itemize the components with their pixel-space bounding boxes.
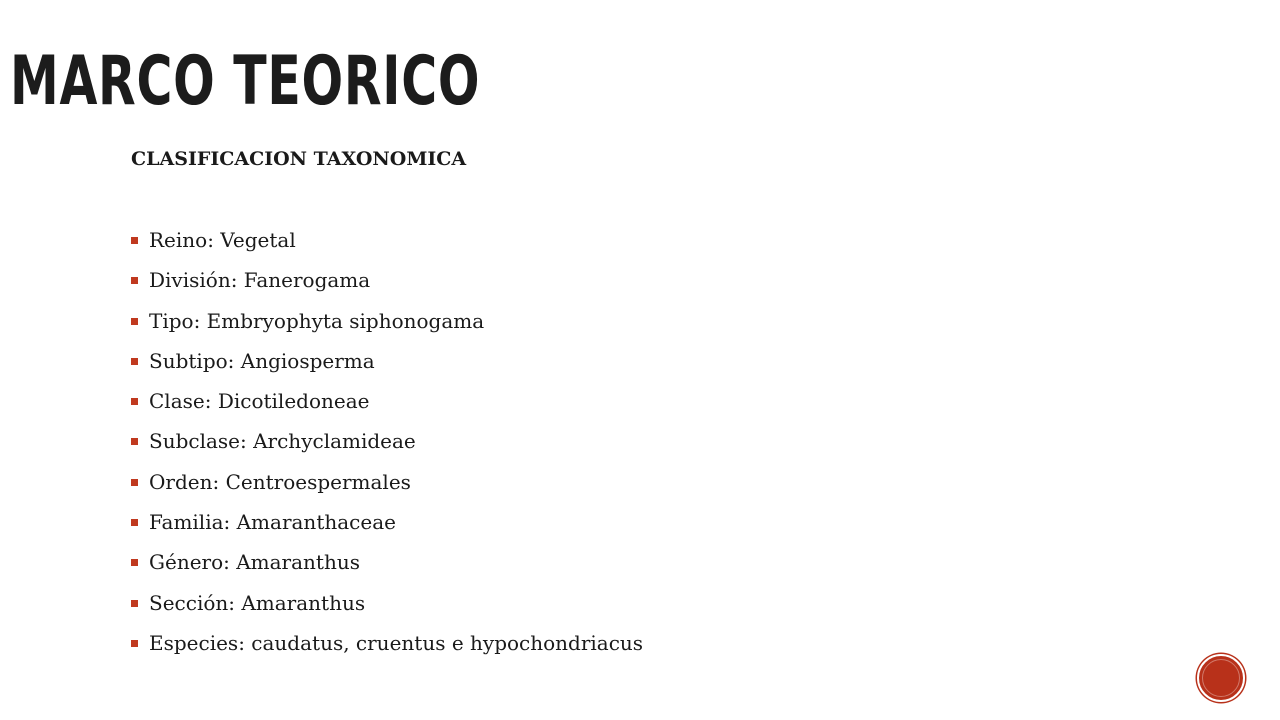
- list-item-text: Género: Amaranthus: [149, 550, 360, 575]
- square-bullet-icon: [131, 358, 138, 365]
- list-item-text: Reino: Vegetal: [149, 228, 296, 252]
- slide-subtitle: CLASIFICACION TAXONOMICA: [131, 148, 467, 170]
- list-item: [131, 508, 643, 548]
- list-item: [131, 307, 643, 347]
- square-bullet-icon: [131, 640, 138, 647]
- list-item: [131, 548, 643, 588]
- list-item-text: Familia: Amaranthaceae: [149, 510, 396, 535]
- square-bullet-icon: [131, 237, 138, 244]
- square-bullet-icon: [131, 479, 138, 486]
- list-item-text: Sección: Amaranthus: [149, 590, 366, 615]
- list-item-text: Subclase: Archyclamideae: [149, 429, 416, 454]
- square-bullet-icon: [131, 559, 138, 566]
- list-item-text: Orden: Centroespermales: [149, 469, 411, 494]
- list-item: [131, 387, 643, 427]
- list-item: [131, 427, 643, 467]
- square-bullet-icon: [131, 398, 138, 405]
- square-bullet-icon: [131, 318, 138, 325]
- slide-title: MARCO TEORICO: [10, 42, 481, 121]
- square-bullet-icon: [131, 600, 138, 607]
- taxonomy-list: [131, 226, 643, 669]
- list-item: [131, 226, 643, 266]
- list-item-text: Subtipo: Angiosperma: [149, 348, 375, 373]
- square-bullet-icon: [131, 519, 138, 526]
- list-item-text: Clase: Dicotiledoneae: [149, 389, 370, 414]
- list-item: [131, 629, 643, 669]
- nav-ring-icon: [1202, 659, 1240, 697]
- square-bullet-icon: [131, 438, 138, 445]
- slide-nav-button[interactable]: [1197, 654, 1245, 702]
- square-bullet-icon: [131, 277, 138, 284]
- list-item-text: Tipo: Embryophyta siphonogama: [149, 308, 485, 333]
- list-item: [131, 347, 643, 387]
- list-item: [131, 266, 643, 306]
- list-item: [131, 468, 643, 508]
- list-item: [131, 589, 643, 629]
- list-item-text: División: Fanerogama: [149, 268, 371, 293]
- list-item-text: Especies: caudatus, cruentus e hypochondriacus: [149, 630, 644, 655]
